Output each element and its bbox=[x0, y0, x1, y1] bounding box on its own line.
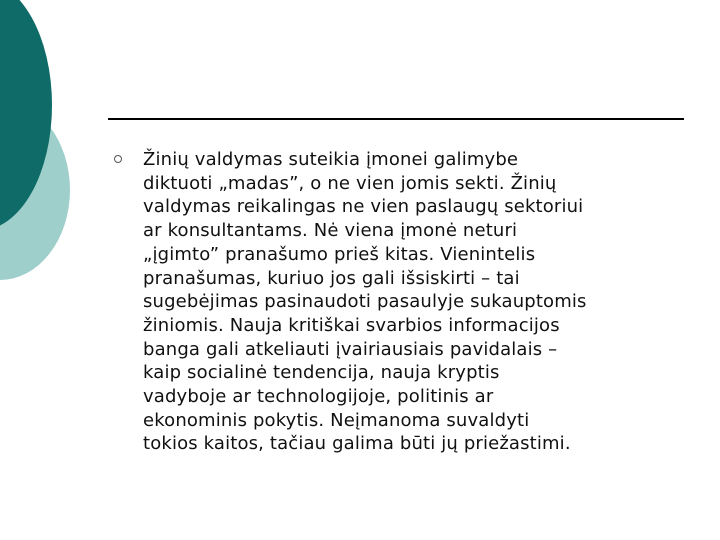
title-divider bbox=[108, 118, 684, 120]
circle-bullet-icon bbox=[114, 155, 122, 163]
bullet-item bbox=[114, 148, 684, 456]
bullet-text: Žinių valdymas suteikia įmonei galimybe diktuoti „madas”, o ne vien jomis sekti. Žinių valdymas reikalingas ne vien paslaugų sektoriui ar konsultantams. Nė viena įmonė neturi „įgimto” pranašumo prieš kitas. Vienintelis pranašumas, kuriuo jos gali išsiskirti – tai sugebėjimas pasinaudoti pasaulyje sukauptomis žiniomis. Nauja kritiškai svarbios informacijos banga gali atkeliauti įvairiausiais pavidalais – kaip socialinė tendencija, nauja kryptis vadyboje ar technologijoje, politinis ar ekonominis pokytis. Neįmanoma suvaldyti tokios kaitos, tačiau galima būti jų priežastimi. bbox=[143, 149, 587, 455]
